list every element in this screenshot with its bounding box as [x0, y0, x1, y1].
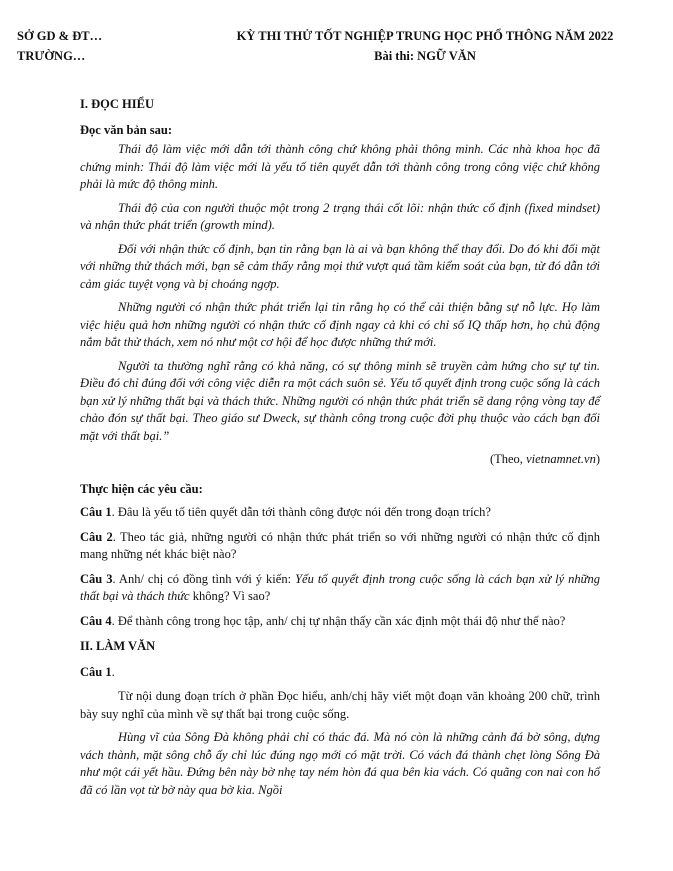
question-4	[80, 613, 600, 631]
question-4-text: . Để thành công trong học tập, anh/ chị tự nhận thấy cần xác định một thái độ như thế nào?	[111, 613, 566, 628]
question-2-label: Câu 2	[80, 529, 113, 544]
passage-paragraph-1: Thái độ làm việc mới dẫn tới thành công chứ không phải thông minh. Các nhà khoa học đã chứng minh: Thái độ làm việc mới là yếu tố tiên quyết dẫn tới thành công trong công việc chứ không phải là mức độ thông minh.	[80, 142, 600, 191]
passage-paragraph-5: Người ta thường nghĩ rằng có khả năng, có sự thông minh sẽ truyền cảm hứng cho sự tự tin. Điều đó chỉ đúng đối với công việc diễn ra một cách suôn sẻ. Yếu tố quyết định trong cuộc sống là cách bạn xử lý những thất bại và thách thức. Những người có nhận thức phát triển sẽ dang rộng vòng tay để chào đón sự thất bại. Theo giáo sư Dweck, sự thành công trong cuộc đời phụ thuộc vào cách bạn đối mặt với thất bại.”	[80, 358, 600, 443]
header-right	[190, 26, 660, 66]
passage-paragraph-3: Đối với nhận thức cố định, bạn tin rằng bạn là ai và bạn không thể thay đổi. Do đó khi đối mặt với những thử thách mới, bạn sẽ cảm thấy rằng mọi thứ vượt quá tầm kiểm soát của bạn, từ đó dẫn tới cảm giác tuyệt vọng và bị choáng ngợp.	[80, 241, 600, 291]
question-1-label: Câu 1	[80, 505, 112, 519]
question-4-label: Câu 4	[80, 613, 112, 628]
essay-excerpt: Hùng vĩ của Sông Đà không phải chỉ có thác đá. Mà nó còn là những cảnh đá bờ sông, dựng vách thành, mặt sông chỗ ấy chỉ lúc đúng ngọ mới có mặt trời. Có vách đá thành chẹt lòng Sông Đà như một cái yết hầu. Đứng bên này bờ nhẹ tay ném hòn đá qua bên kia vách. Có quãng con nai con hổ đã có lần vọt từ bờ này qua bờ kia. Ngồi	[80, 730, 600, 797]
essay-question-1-label: Câu 1	[80, 664, 112, 679]
question-1-text: . Đâu là yếu tố tiên quyết dẫn tới thành công được nói đến trong đoạn trích?	[111, 505, 491, 519]
exam-title: KỲ THI THỬ TỐT NGHIỆP TRUNG HỌC PHỔ THÔNG NĂM 2022	[236, 29, 614, 43]
source-prefix: (Theo,	[489, 452, 527, 466]
department-label: SỞ GD & ĐT…	[17, 29, 103, 43]
question-3-post: không? Vì sao?	[189, 589, 271, 603]
source-site: vietnamnet.vn	[526, 452, 596, 466]
question-3	[80, 571, 600, 606]
subject-label: Bài thi: NGỮ VĂN	[374, 49, 476, 63]
question-1	[80, 504, 600, 522]
school-label: TRƯỜNG…	[17, 49, 86, 63]
exam-content	[80, 96, 600, 805]
essay-question-1-text: Từ nội dung đoạn trích ở phần Đọc hiểu, anh/chị hãy viết một đoạn văn khoảng 200 chữ, trình bày suy nghĩ của mình về sự thất bại trong cuộc sống.	[80, 689, 600, 721]
passage-paragraph-2: Thái độ của con người thuộc một trong 2 trạng thái cốt lõi: nhận thức cố định (fixed mindset) và nhận thức phát triển (growth mind).	[80, 200, 600, 232]
essay-question-1-dot: .	[111, 664, 115, 679]
part1-heading: I. ĐỌC HIỂU	[80, 97, 154, 111]
essay-question-1	[80, 664, 600, 682]
passage-paragraph-4: Những người có nhận thức phát triển lại tin rằng họ có thể cải thiện bằng sự nỗ lực. Họ làm việc hiệu quả hơn những người có nhận thức cố định ngay cả khi có chỉ số IQ thấp hơn, họ chủ động nắm bắt thử thách, xem nó như một cơ hội để học được những thứ mới.	[80, 300, 600, 349]
tasks-heading: Thực hiện các yêu cầu:	[80, 481, 203, 496]
question-3-pre: . Anh/ chị có đồng tình với ý kiến:	[112, 571, 296, 586]
part2-heading: II. LÀM VĂN	[80, 639, 156, 653]
question-3-label: Câu 3	[80, 571, 113, 586]
passage-source	[80, 451, 600, 469]
reading-instruction: Đọc văn bản sau:	[80, 122, 173, 137]
source-suffix: )	[595, 452, 600, 466]
question-2	[80, 529, 600, 564]
header-left	[17, 26, 102, 66]
question-3-quote: Yếu tố quyết định trong cuộc sống là cách bạn xử lý những thất bại và thách thức	[80, 571, 600, 603]
question-2-text: . Theo tác giả, những người có nhận thức phát triển so với những người có nhận thức cố định mang những nét khác biệt nào?	[80, 529, 600, 561]
